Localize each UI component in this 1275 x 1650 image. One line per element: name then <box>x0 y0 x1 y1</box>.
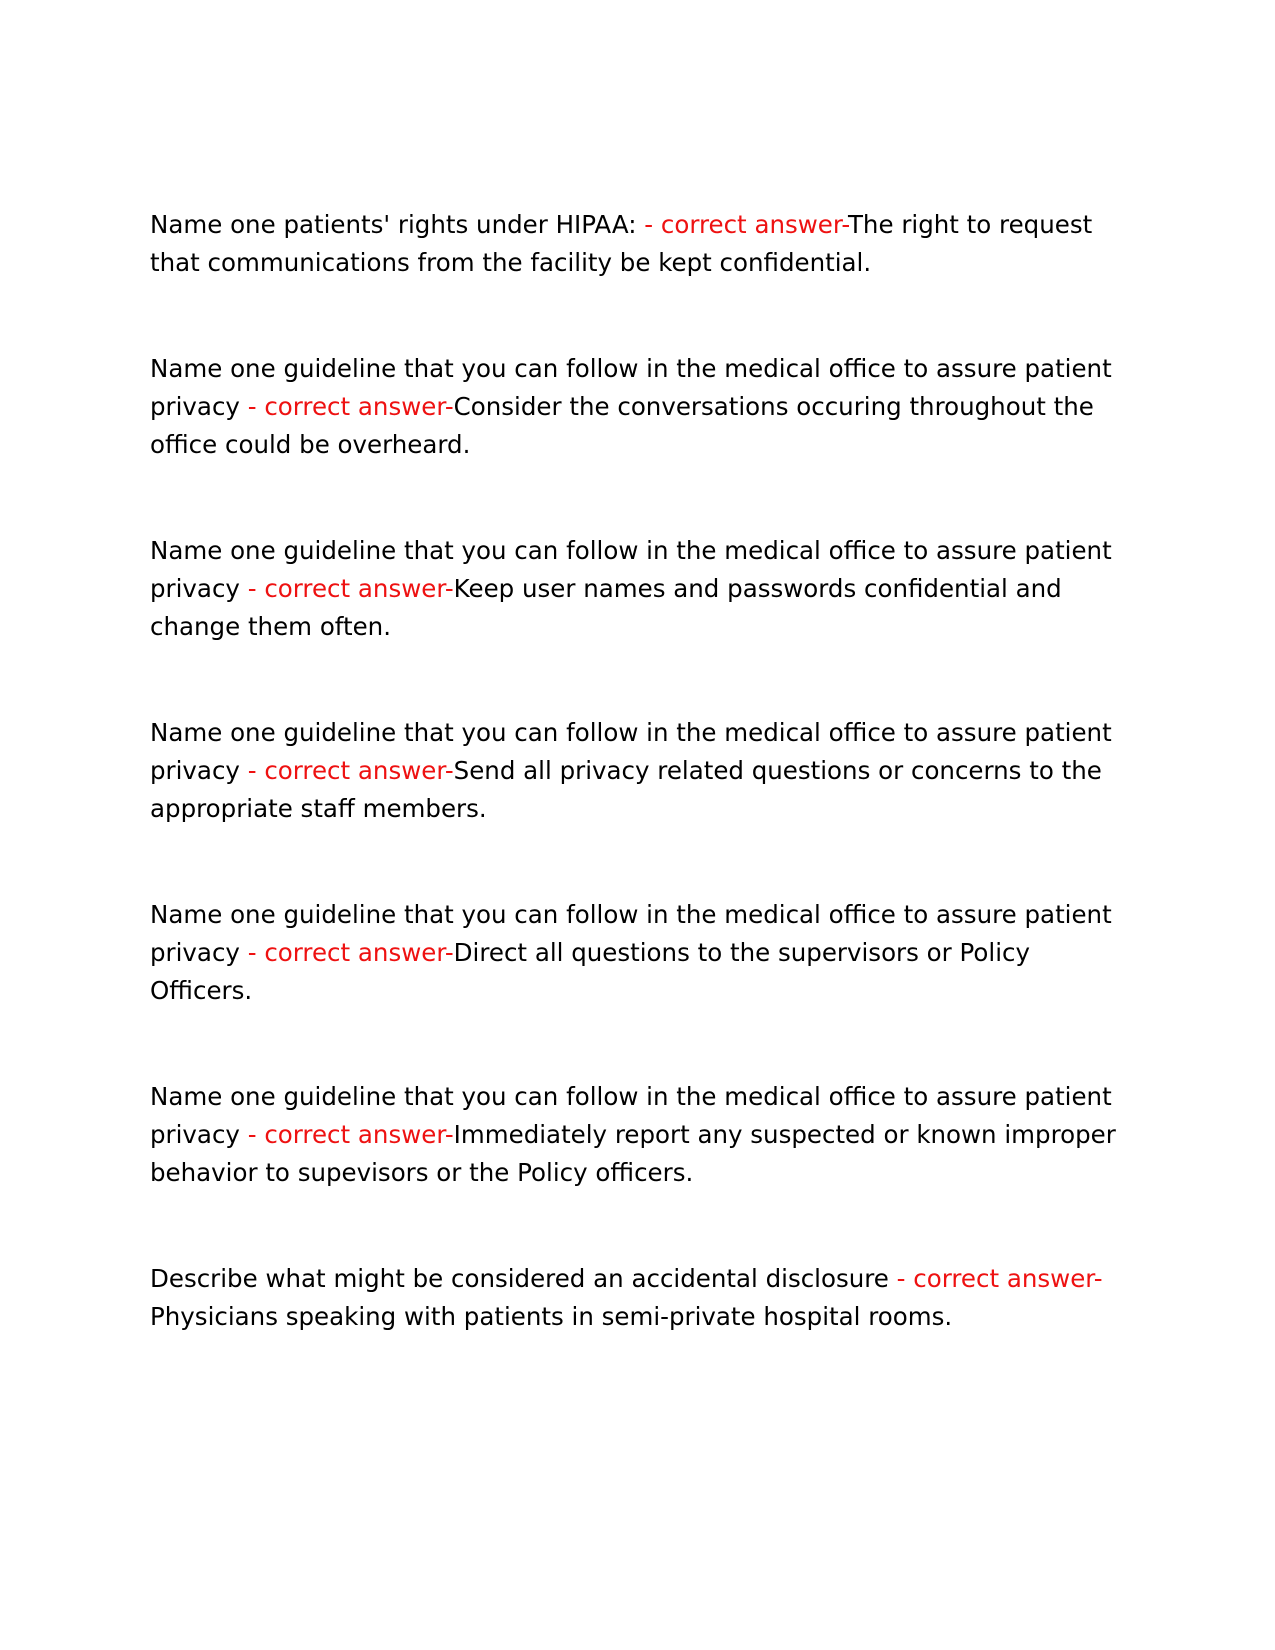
answer-marker: - correct answer- <box>247 574 454 603</box>
question-text: Name one guideline that you can follow in the medical office to assure patient privacy <box>150 718 1112 785</box>
question-text: Name one guideline that you can follow in the medical office to assure patient privacy <box>150 900 1112 967</box>
answer-text: Physicians speaking with patients in semi-private hospital rooms. <box>150 1302 953 1331</box>
question-text: Describe what might be considered an accidental disclosure <box>150 1264 897 1293</box>
question-text: Name one patients' rights under HIPAA: <box>150 210 645 239</box>
qa-item-1 <box>150 206 1125 282</box>
answer-marker: - correct answer- <box>247 938 454 967</box>
qa-item-7 <box>150 1260 1125 1336</box>
question-text: Name one guideline that you can follow in the medical office to assure patient privacy <box>150 536 1112 603</box>
answer-text: Immediately report any suspected or known improper behavior to supevisors or the Policy officers. <box>150 1120 1116 1187</box>
answer-text: Consider the conversations occuring throughout the office could be overheard. <box>150 392 1094 459</box>
qa-item-6 <box>150 1078 1125 1192</box>
qa-item-4 <box>150 714 1125 828</box>
answer-marker: - correct answer- <box>247 1120 454 1149</box>
answer-text: Direct all questions to the supervisors or Policy Officers. <box>150 938 1031 1005</box>
answer-marker: - correct answer- <box>247 392 454 421</box>
answer-marker: - correct answer- <box>247 756 454 785</box>
answer-text: Keep user names and passwords confidential and change them often. <box>150 574 1062 641</box>
question-text: Name one guideline that you can follow in the medical office to assure patient privacy <box>150 354 1112 421</box>
answer-marker: - correct answer- <box>644 210 848 239</box>
qa-item-3 <box>150 532 1125 646</box>
answer-marker: - correct answer- <box>896 1264 1103 1293</box>
qa-item-5 <box>150 896 1125 1010</box>
answer-text: The right to request that communications from the facility be kept confidential. <box>150 210 1093 277</box>
qa-item-2 <box>150 350 1125 464</box>
question-text: Name one guideline that you can follow in the medical office to assure patient privacy <box>150 1082 1112 1149</box>
answer-text: Send all privacy related questions or concerns to the appropriate staff members. <box>150 756 1102 823</box>
